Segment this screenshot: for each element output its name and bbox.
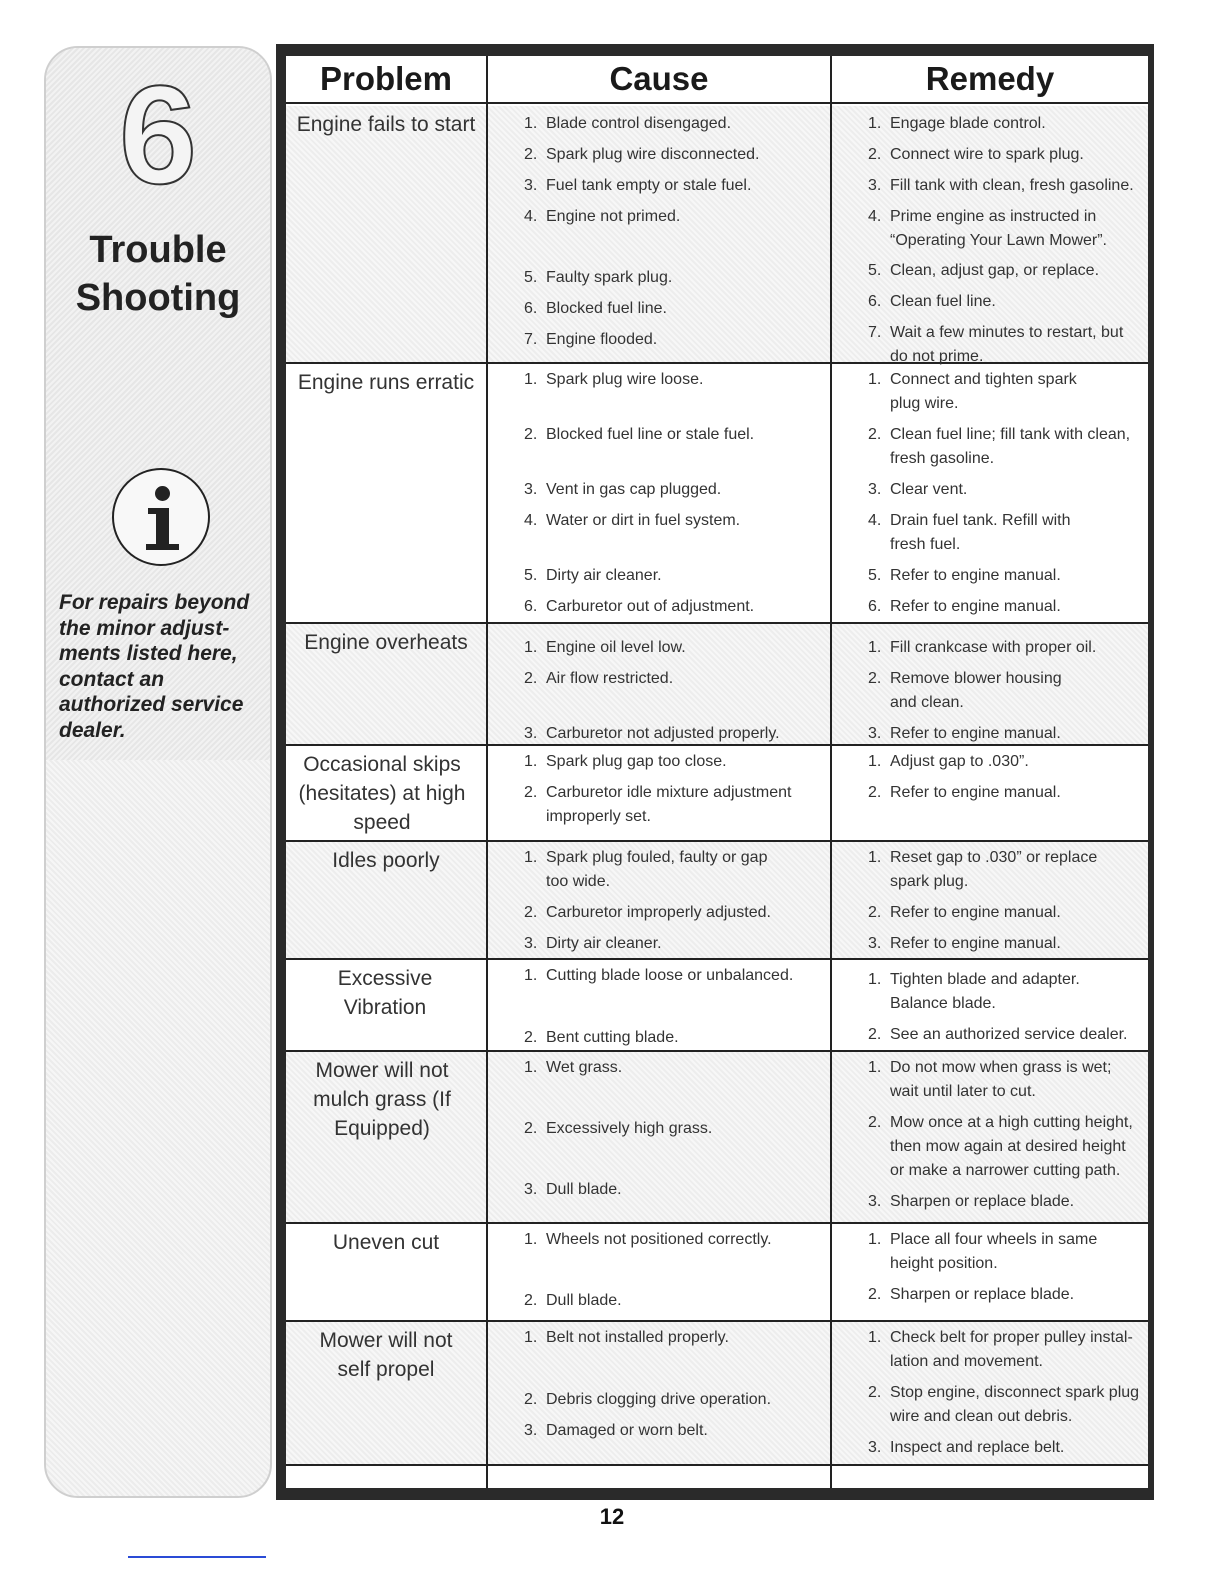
remedy-item: 2. Stop engine, disconnect spark plug wire and clean out debris. (868, 1384, 1140, 1425)
remedy-item: 3. Refer to engine manual. (868, 935, 1061, 952)
header-problem: Problem (286, 56, 488, 104)
cause-item: 2. Carburetor improperly adjusted. (524, 904, 771, 921)
remedy-item: 1. Check belt for proper pulley instal- lation and movement. (868, 1329, 1133, 1370)
cause-item: 3. Damaged or worn belt. (524, 1422, 708, 1439)
section-title-line2: Shooting (75, 277, 241, 319)
table-row (286, 624, 1148, 746)
cause-item: 7. Engine flooded. (524, 331, 658, 348)
cause-item: 2. Excessively high grass. (524, 1120, 713, 1137)
remedy-item: 2. Clean fuel line; fill tank with clean, fresh gasoline. (868, 426, 1131, 467)
header-cause: Cause (488, 56, 832, 104)
problem-cell: Engine fails to start (296, 113, 476, 136)
remedy-item: 5. Refer to engine manual. (868, 567, 1061, 584)
remedy-item: 1. Fill crankcase with proper oil. (868, 639, 1097, 656)
cause-item: 1. Spark plug fouled, faulty or gap too wide. (524, 849, 768, 890)
cause-item: 5. Faulty spark plug. (524, 269, 673, 286)
problem-cell: Engine runs erratic (297, 371, 475, 394)
section-title (46, 226, 270, 322)
remedy-item: 1. Adjust gap to .030”. (868, 753, 1029, 770)
cause-item: 1. Spark plug wire loose. (524, 371, 704, 388)
remedy-item: 2. Sharpen or replace blade. (868, 1286, 1075, 1303)
remedy-item: 2. Refer to engine manual. (868, 784, 1061, 801)
info-icon (112, 468, 210, 566)
chapter-number: 6 (119, 56, 197, 213)
problem-cell: Mower will not mulch grass (If Equipped) (313, 1059, 451, 1140)
cause-item: 6. Carburetor out of adjustment. (524, 598, 755, 615)
cause-item: 2. Carburetor idle mixture adjustment improperly set. (524, 784, 792, 825)
service-dealer-note: For repairs beyond the minor adjust-ments listed here, contact an authorized service dealer. (59, 591, 250, 742)
table-row (286, 1322, 1148, 1466)
cause-item: 2. Debris clogging drive operation. (524, 1391, 772, 1408)
table-row (286, 364, 1148, 624)
cause-item: 4. Engine not primed. (524, 208, 681, 225)
remedy-item: 1. Do not mow when grass is wet; wait until later to cut. (868, 1059, 1112, 1100)
problem-cell: Uneven cut (332, 1231, 440, 1254)
column-divider-2 (830, 56, 832, 1488)
table-row (286, 842, 1148, 960)
problem-cell: Mower will not self propel (319, 1329, 453, 1381)
remedy-item: 7. Wait a few minutes to restart, but do not prime. (868, 324, 1124, 365)
troubleshooting-table-frame (276, 44, 1154, 1500)
cause-item: 6. Blocked fuel line. (524, 300, 667, 317)
cause-item: 2. Spark plug wire disconnected. (524, 146, 760, 163)
section-title-line1: Trouble (89, 229, 227, 271)
cause-item: 4. Water or dirt in fuel system. (524, 512, 741, 529)
remedy-item: 6. Refer to engine manual. (868, 598, 1061, 615)
cause-item: 5. Dirty air cleaner. (524, 567, 662, 584)
chapter-sidebar (44, 46, 272, 1498)
cause-item: 1. Cutting blade loose or unbalanced. (524, 967, 794, 984)
remedy-item: 5. Clean, adjust gap, or replace. (868, 262, 1100, 279)
remedy-item: 1. Connect and tighten spark plug wire. (868, 371, 1077, 412)
cause-item: 2. Air flow restricted. (524, 670, 674, 687)
cause-item: 3. Vent in gas cap plugged. (524, 481, 722, 498)
column-divider-1 (486, 56, 488, 1488)
remedy-item: 2. Remove blower housing and clean. (868, 670, 1062, 711)
problem-cell: Idles poorly (332, 849, 440, 872)
remedy-item: 2. Connect wire to spark plug. (868, 146, 1084, 163)
cause-item: 3. Fuel tank empty or stale fuel. (524, 177, 752, 194)
table-row (286, 106, 1148, 364)
cause-item: 1. Belt not installed properly. (524, 1329, 729, 1346)
problem-cell: Occasional skips (hesitates) at high speed (298, 753, 466, 834)
cause-item: 1. Wheels not positioned correctly. (524, 1231, 772, 1248)
footer-link-underline (128, 1556, 266, 1558)
troubleshooting-table (286, 56, 1148, 1488)
remedy-item: 4. Prime engine as instructed in “Operating Your Lawn Mower”. (868, 208, 1107, 249)
cause-item: 2. Blocked fuel line or stale fuel. (524, 426, 755, 443)
table-row (286, 1224, 1148, 1322)
header-remedy: Remedy (832, 56, 1148, 104)
remedy-item: 3. Fill tank with clean, fresh gasoline. (868, 177, 1134, 194)
problem-cell: Engine overheats (304, 631, 468, 654)
cause-item: 1. Spark plug gap too close. (524, 753, 727, 770)
page-number: 12 (599, 1504, 625, 1529)
cause-item: 3. Dull blade. (524, 1181, 622, 1198)
problem-cell: Excessive Vibration (337, 967, 433, 1019)
remedy-item: 3. Sharpen or replace blade. (868, 1193, 1075, 1210)
remedy-item: 6. Clean fuel line. (868, 293, 996, 310)
table-row (286, 960, 1148, 1052)
remedy-item: 2. Refer to engine manual. (868, 904, 1061, 921)
cause-item: 1. Blade control disengaged. (524, 115, 732, 132)
remedy-item: 4. Drain fuel tank. Refill with fresh fuel. (868, 512, 1071, 553)
remedy-item: 2. Mow once at a high cutting height, then mow again at desired height or make a narrower cutting path. (868, 1114, 1133, 1179)
remedy-item: 3. Refer to engine manual. (868, 725, 1061, 742)
table-row (286, 1052, 1148, 1224)
cause-item: 1. Engine oil level low. (524, 639, 686, 656)
remedy-item: 1. Reset gap to .030” or replace spark plug. (868, 849, 1098, 890)
cause-item: 2. Dull blade. (524, 1292, 622, 1309)
remedy-item: 1. Place all four wheels in same height position. (868, 1231, 1098, 1272)
remedy-item: 3. Inspect and replace belt. (868, 1439, 1065, 1456)
remedy-item: 1. Engage blade control. (868, 115, 1046, 132)
remedy-item: 3. Clear vent. (868, 481, 968, 498)
cause-item: 2. Bent cutting blade. (524, 1029, 679, 1046)
cause-item: 1. Wet grass. (524, 1059, 623, 1076)
cause-item: 3. Dirty air cleaner. (524, 935, 662, 952)
cause-item: 3. Carburetor not adjusted properly. (524, 725, 780, 742)
table-row (286, 746, 1148, 842)
remedy-item: 2. See an authorized service dealer. (868, 1026, 1128, 1043)
remedy-item: 1. Tighten blade and adapter. Balance blade. (868, 971, 1080, 1012)
